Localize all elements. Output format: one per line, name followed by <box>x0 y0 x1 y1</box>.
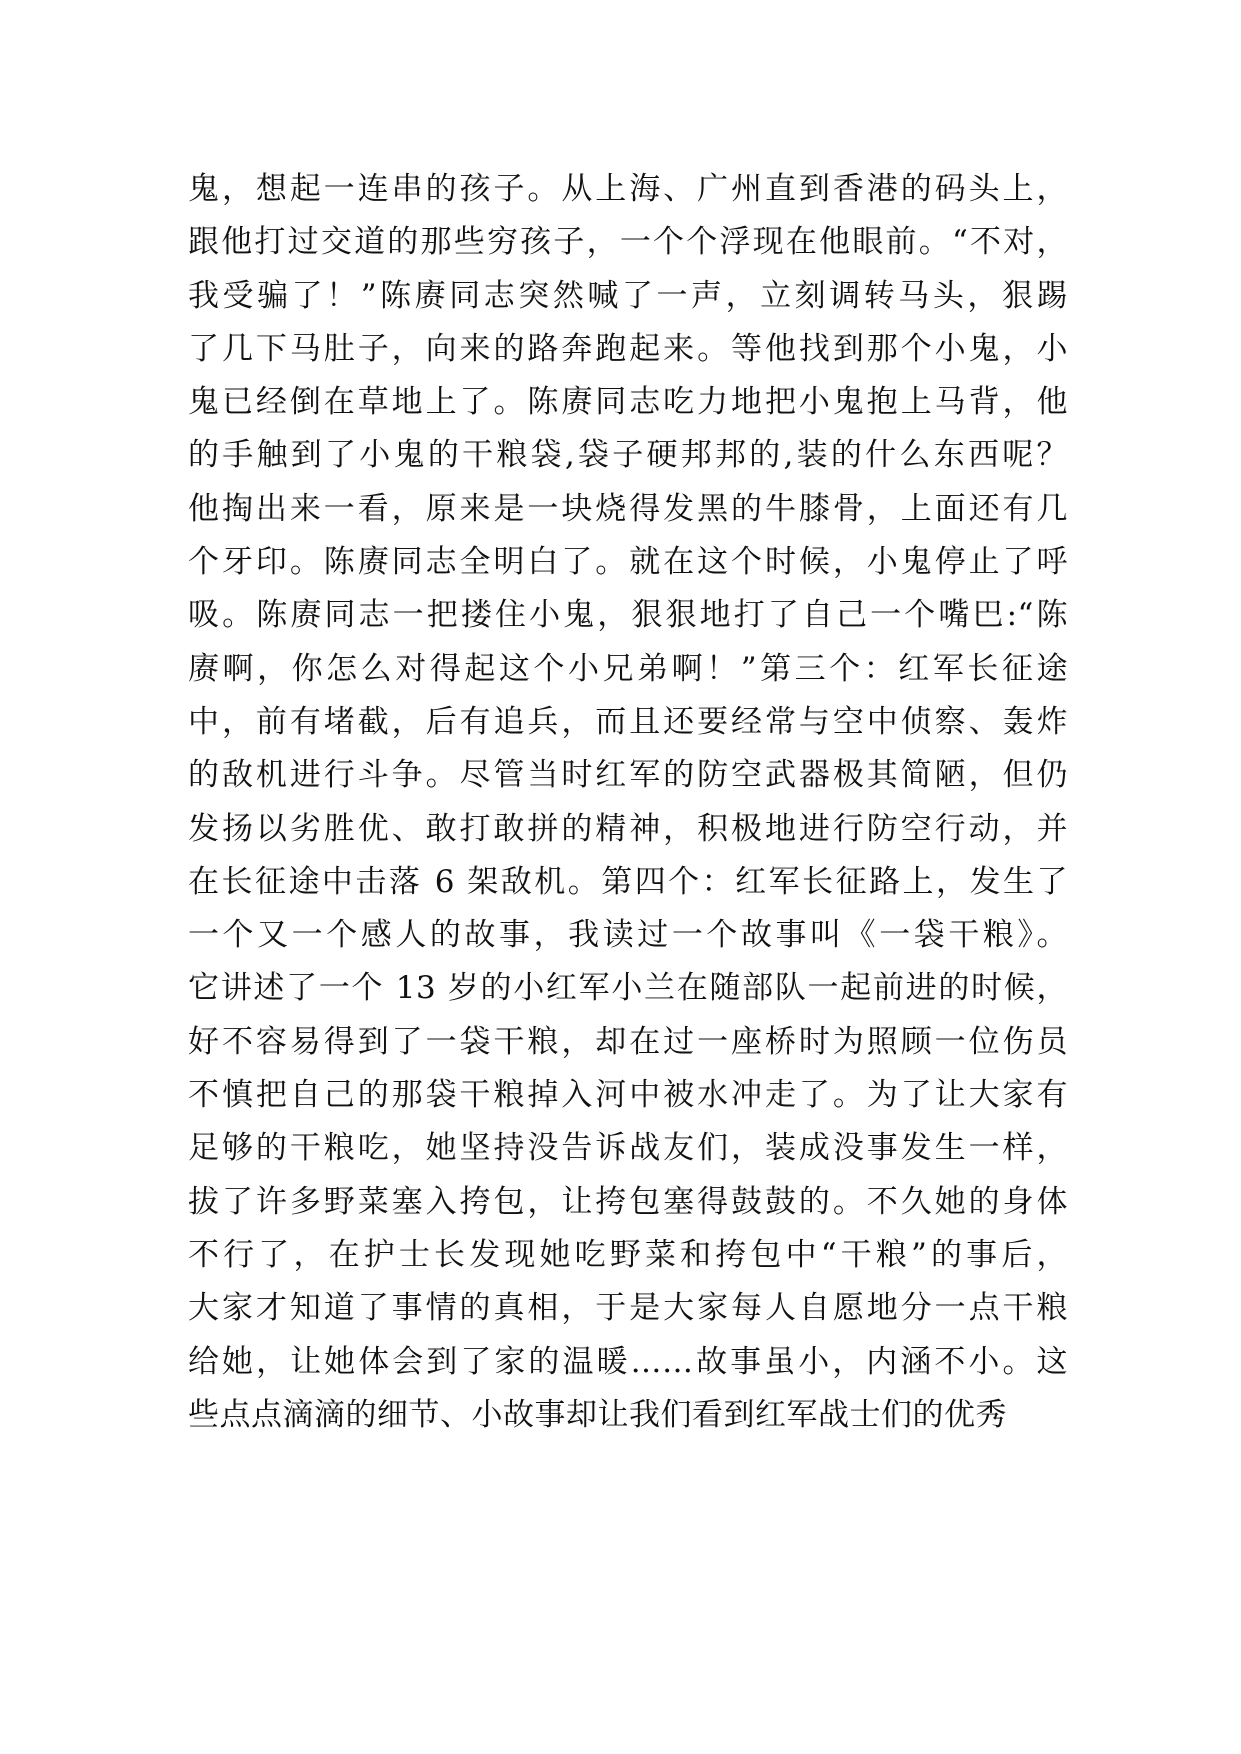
text-line: 了几下马肚子，向来的路奔跑起来。等他找到那个小鬼，小 <box>188 330 1068 367</box>
text-line: 不慎把自己的那袋干粮掉入河中被水冲走了。为了让大家有 <box>188 1077 1068 1114</box>
text-line: 些点点滴滴的细节、小故事却让我们看到红军战士们的优秀 <box>188 1396 1007 1433</box>
text-line: 中，前有堵截，后有追兵，而且还要经常与空中侦察、轰炸 <box>188 703 1068 740</box>
text-line: 的敌机进行斗争。尽管当时红军的防空武器极其简陋，但仍 <box>188 757 1068 794</box>
text-line: 它讲述了一个 13 岁的小红军小兰在随部队一起前进的时候， <box>188 970 1068 1007</box>
text-line: 他掏出来一看，原来是一块烧得发黑的牛膝骨，上面还有几 <box>188 490 1068 527</box>
text-line: 赓啊，你怎么对得起这个小兄弟啊！”第三个：红军长征途 <box>188 650 1068 687</box>
text-line: 吸。陈赓同志一把搂住小鬼，狠狠地打了自己一个嘴巴:“陈 <box>188 597 1068 634</box>
text-line: 鬼已经倒在草地上了。陈赓同志吃力地把小鬼抱上马背，他 <box>188 384 1068 421</box>
body-text <box>188 163 1068 1442</box>
text-line: 鬼，想起一连串的孩子。从上海、广州直到香港的码头上， <box>188 171 1068 207</box>
text-line: 足够的干粮吃，她坚持没告诉战友们，装成没事发生一样， <box>188 1130 1068 1167</box>
text-line: 不行了，在护士长发现她吃野菜和挎包中“干粮”的事后， <box>188 1236 1068 1273</box>
text-line: 个牙印。陈赓同志全明白了。就在这个时候，小鬼停止了呼 <box>188 544 1068 581</box>
text-line: 在长征途中击落 6 架敌机。第四个：红军长征路上，发生了 <box>188 863 1068 900</box>
text-line: 给她，让她体会到了家的温暖……故事虽小，内涵不小。这 <box>188 1343 1068 1380</box>
text-line: 一个又一个感人的故事，我读过一个故事叫《一袋干粮》。 <box>188 917 1068 954</box>
text-line: 跟他打过交道的那些穷孩子，一个个浮现在他眼前。“不对， <box>188 224 1068 261</box>
text-line: 发扬以劣胜优、敢打敢拼的精神，积极地进行防空行动，并 <box>188 810 1068 847</box>
text-line: 大家才知道了事情的真相，于是大家每人自愿地分一点干粮 <box>188 1290 1068 1327</box>
text-line: 拔了许多野菜塞入挎包，让挎包塞得鼓鼓的。不久她的身体 <box>188 1183 1068 1220</box>
text-line: 我受骗了！”陈赓同志突然喊了一声，立刻调转马头，狠踢 <box>188 277 1068 314</box>
text-line: 好不容易得到了一袋干粮，却在过一座桥时为照顾一位伤员 <box>188 1023 1068 1060</box>
text-line: 的手触到了小鬼的干粮袋,袋子硬邦邦的,装的什么东西呢？ <box>188 437 1068 474</box>
